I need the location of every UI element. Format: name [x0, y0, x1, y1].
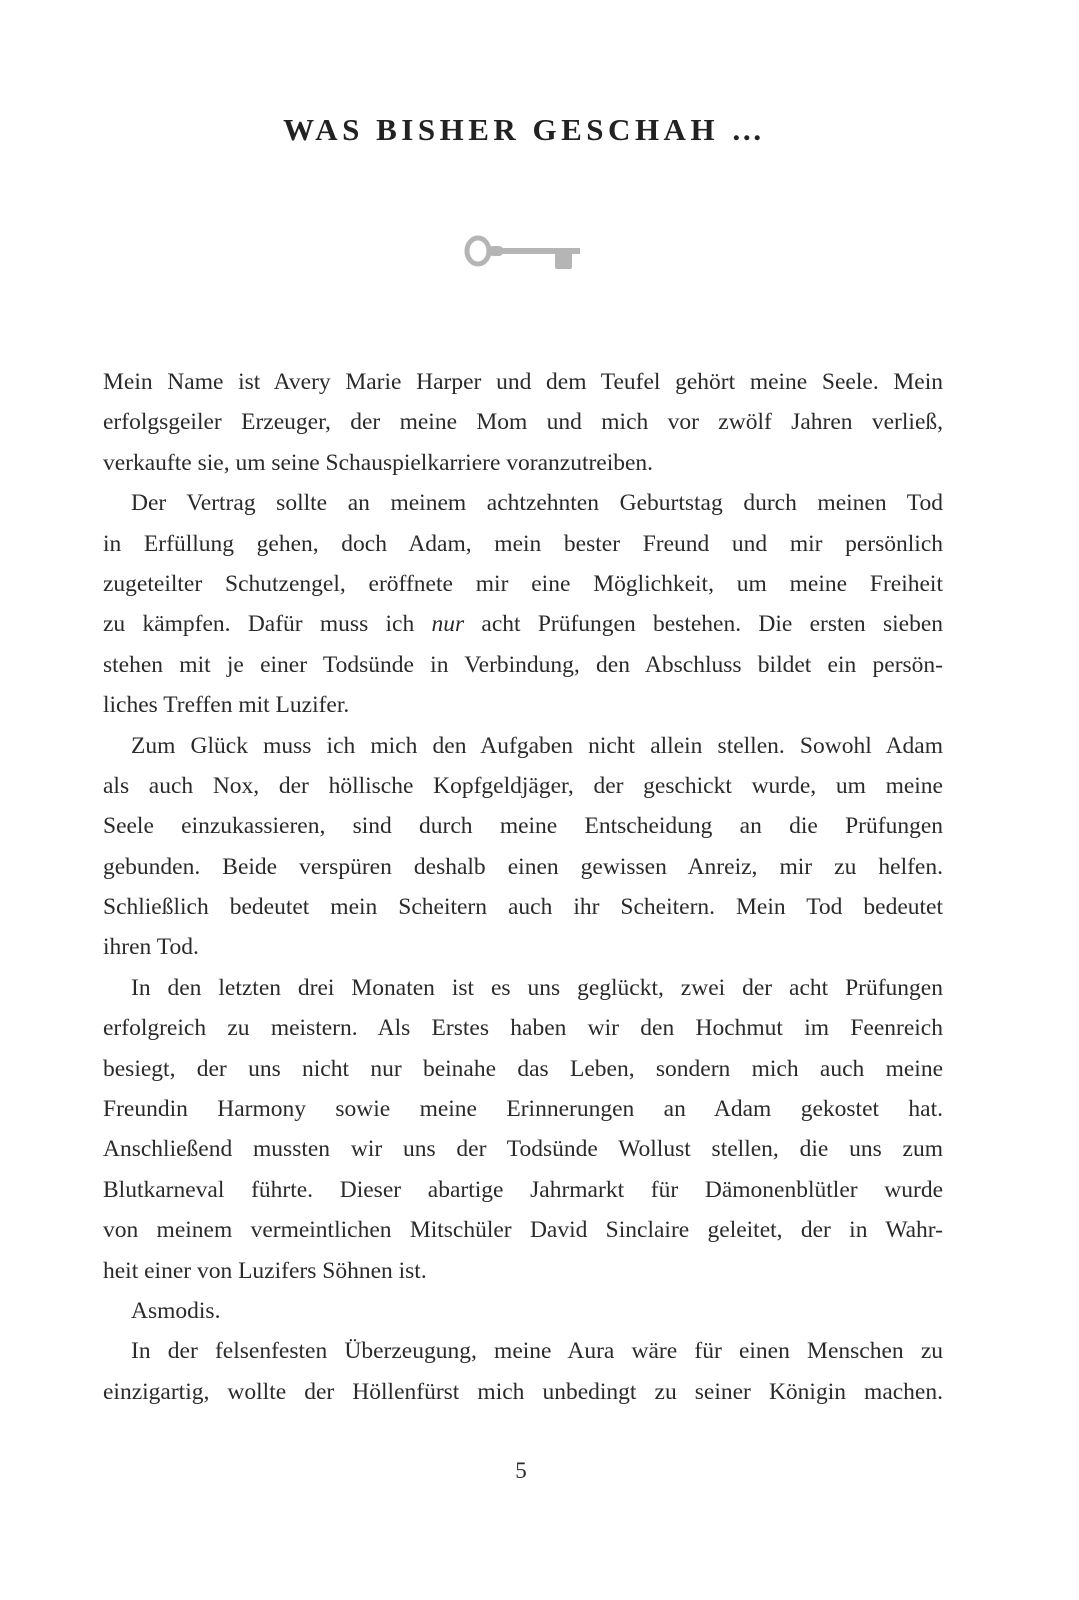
text-line: Seele einzukassieren, sind durch meine Entscheidung an die Prüfungen — [103, 813, 943, 840]
text-line: Freundin Harmony sowie meine Erinnerungen an Adam gekostet hat. — [103, 1096, 943, 1123]
text-line: als auch Nox, der höllische Kopfgeldjäger, der geschickt wurde, um meine — [103, 772, 943, 799]
paragraph — [103, 1291, 943, 1331]
paragraph — [103, 968, 943, 1291]
key-icon — [462, 230, 584, 272]
text-line: Anschließend mussten wir uns der Todsünde Wollust stellen, die uns zum — [103, 1136, 943, 1163]
paragraph — [103, 483, 943, 725]
text-line: Zum Glück muss ich mich den Aufgaben nicht allein stellen. Sowohl Adam — [131, 732, 943, 759]
paragraph — [103, 1331, 943, 1412]
paragraph — [103, 726, 943, 968]
text-line: einzigartig, wollte der Höllenfürst mich unbedingt zu seiner Königin machen. — [103, 1378, 943, 1405]
text-segment: acht Prüfungen bestehen. Die ersten sieben — [464, 611, 943, 638]
text-line: In den letzten drei Monaten ist es uns geglückt, zwei der acht Prüfungen — [131, 974, 943, 1001]
text-line: Blutkarneval führte. Dieser abartige Jahrmarkt für Dämonenblütler wurde — [103, 1176, 943, 1203]
text-line: besiegt, der uns nicht nur beinahe das Leben, sondern mich auch meine — [103, 1055, 943, 1082]
text-line: heit einer von Luzifers Söhnen ist. — [103, 1257, 427, 1284]
chapter-title: WAS BISHER GESCHAH … — [283, 112, 767, 147]
text-line: ihren Tod. — [103, 934, 199, 961]
text-line: erfolgsgeiler Erzeuger, der meine Mom und mich vor zwölf Jahren verließ, — [103, 409, 943, 436]
text-line: von meinem vermeintlichen Mitschüler David Sinclaire geleitet, der in Wahr- — [103, 1217, 943, 1244]
text-line: Mein Name ist Avery Marie Harper und dem Teufel gehört meine Seele. Mein — [103, 369, 943, 395]
page-number: 5 — [515, 1458, 527, 1483]
text-line — [103, 604, 943, 644]
text-line: erfolgreich zu meistern. Als Erstes haben wir den Hochmut im Feenreich — [103, 1015, 943, 1042]
text-segment: zu kämpfen. Dafür muss ich — [103, 611, 432, 638]
text-line: stehen mit je einer Todsünde in Verbindung, den Abschluss bildet ein persön- — [103, 651, 943, 678]
text-line: zugeteilter Schutzengel, eröffnete mir eine Möglichkeit, um meine Freiheit — [103, 570, 943, 597]
paragraph — [103, 362, 943, 483]
text-line: Asmodis. — [131, 1297, 221, 1324]
body-text — [103, 362, 943, 1412]
text-line: In der felsenfesten Überzeugung, meine Aura wäre für einen Menschen zu — [131, 1338, 943, 1365]
text-line: in Erfüllung gehen, doch Adam, mein bester Freund und mir persönlich — [103, 530, 943, 557]
text-line: Schließlich bedeutet mein Scheitern auch ihr Scheitern. Mein Tod bedeutet — [103, 894, 943, 921]
italic-text: nur — [431, 611, 465, 638]
text-line: liches Treffen mit Luzifer. — [103, 692, 350, 719]
text-line: Der Vertrag sollte an meinem achtzehnten Geburtstag durch meinen Tod — [131, 490, 943, 517]
text-line: gebunden. Beide verspüren deshalb einen gewissen Anreiz, mir zu helfen. — [103, 853, 943, 880]
text-line: verkaufte sie, um seine Schauspielkarriere voranzutreiben. — [103, 449, 654, 476]
